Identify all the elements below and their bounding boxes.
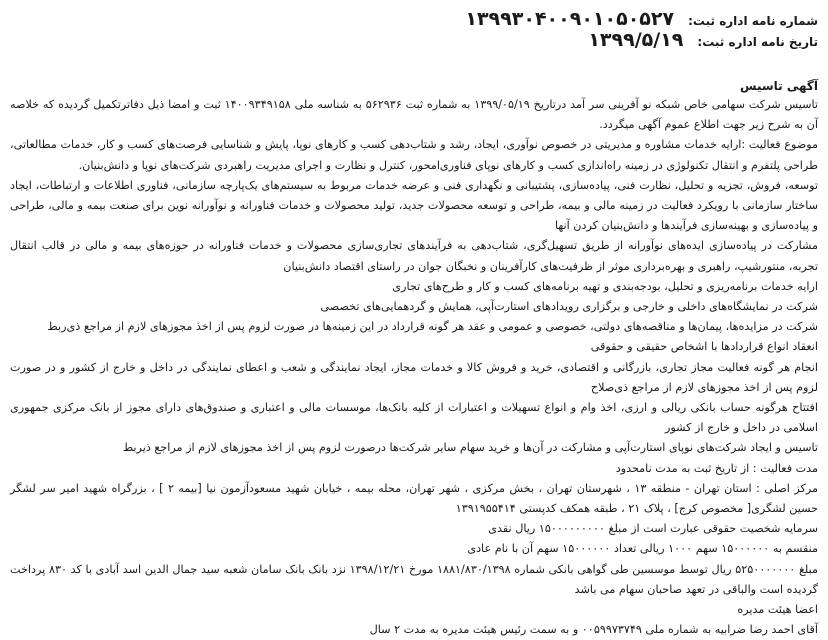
paragraph-subject-participation: مشارکت در پیاده‌سازی ایده‌های نوآورانه از طریق تسهیل‌گری، شتاب‌دهی به فرآیندهای تجاری‌سازی محصولات و خدمات فناورانه در حوزه‌های بیمه و مالی در قالب انتقال تجربه، منتورشیپ، راهبری و بهره‌برداری موثر از ظرفیت‌های کارآفرینان و نخبگان جوان در راستای اقتصاد دانش‌بنیان xyxy=(10,239,818,273)
paragraph-subject-banking: افتتاح هرگونه حساب بانکی ریالی و ارزی، اخذ وام و انواع تسهیلات و اعتبارات از کلیه بانک‌ها، موسسات مالی و اعتباری و صندوق‌های دارای مجوز از بانک مرکزی جمهوری اسلامی در داخل و خارج از کشور xyxy=(10,401,818,435)
paragraph-shares: منقسم به ۱۵۰۰۰۰۰۰ سهم ۱۰۰۰ ریالی تعداد ۱۵۰۰۰۰۰۰ سهم آن با نام عادی xyxy=(467,542,818,556)
paragraph-subject-planning: ارایه خدمات برنامه‌ریزی و تحلیل، بودجه‌بندی و تهیه برنامه‌های کسب و کار و طرح‌های تجاری xyxy=(392,279,818,293)
registration-number-value: ۱۳۹۹۳۰۴۰۰۹۰۱۰۵۰۵۲۷ xyxy=(465,8,675,30)
registration-number-row xyxy=(10,8,818,29)
paragraph-subject-tenders: شرکت در مزایده‌ها، پیمان‌ها و مناقصه‌های دولتی، خصوصی و عمومی و عقد هر گونه قرارداد در این زمینه‌ها در صورت لزوم پس از اخذ مجوزهای لازم از مراجع ذی‌ربط xyxy=(47,320,818,334)
notice-title: آگهی تاسیس xyxy=(739,79,818,93)
paragraph-subject-development: توسعه، فروش، تجزیه و تحلیل، نظارت فنی، پیاده‌سازی، پشتیبانی و نگهداری فنی و عرضه خدمات مربوط به سیستم‌های یک‌پارچه سازمانی، فناوری اطلاعات و ارتباطات، ایجاد ساختار سازمانی با رویکرد فعالیت در زمینه مالی و بیمه، طراحی و توسعه محصولات جدید، تولید محصولات و خدمات فناورانه و نوآورانه نوین برای صنعت بیمه و مالی، طراحی و پیاده‌سازی و بهینه‌سازی فرآیندها و دانش‌بنیان کردن آنها xyxy=(10,178,818,233)
paragraph-establishment: تاسیس شرکت سهامی خاص شبکه نو آفرینی سر آمد درتاریخ ۱۳۹۹/۰۵/۱۹ به شماره ثبت ۵۶۲۹۳۶ به شناسه ملی ۱۴۰۰۹۳۴۹۱۵۸ ثبت و امضا ذیل دفاترتکمیل گردیده که خلاصه آن به شرح زیر جهت اطلاع عموم آگهی میگردد. xyxy=(10,98,818,132)
registration-date-row xyxy=(10,29,818,50)
paragraph-board-heading: اعضا هیئت مدیره xyxy=(737,603,818,617)
registration-date-label: تاریخ نامه اداره ثبت: xyxy=(697,35,818,49)
paragraph-headquarters: مرکز اصلی : استان تهران - منطقه ۱۳ ، شهرستان تهران ، بخش مرکزی ، شهر تهران، محله بیمه ، خیابان شهید مسعودآزمون نیا [بیمه ۲ ] ، بزرگراه شهید امیر سر لشگر حسین لشگری[ مخصوص کرج] ، پلاک ۲۱ ، طبقه همکف کدپستی ۱۳۹۱۹۵۵۴۱۴ xyxy=(10,481,819,516)
paragraph-duration: مدت فعالیت : از تاریخ ثبت به مدت نامحدود xyxy=(615,461,818,475)
paragraph-subject-consulting: موضوع فعالیت :ارایه خدمات مشاوره و مدیریتی در خصوص نوآوری، ایجاد، رشد و شتاب‌دهی کسب و کارهای نوپا، پایش و شناسایی فرصت‌های کسب و کار، خدمات مطالعاتی، طراحی پلتفرم و انتقال تکنولوژی در زمینه راه‌اندازی کسب و کارهای نوپای فناوری‌امحور، کنترل و نظارت و اجرای مدیریت راهبردی شرکت‌های نوپا و دانش‌بنیان. xyxy=(10,138,818,172)
paragraph-subject-contracts: انعقاد انواع قراردادها با اشخاص حقیقی و حقوقی xyxy=(590,340,818,354)
paragraph-capital: سرمایه شخصیت حقوقی عبارت است از مبلغ ۱۵۰۰۰۰۰۰۰۰۰ ریال نقدی xyxy=(488,522,818,536)
registration-date-value: ۱۳۹۹/۵/۱۹ xyxy=(588,29,684,51)
paragraph-subject-exhibitions: شرکت در نمایشگاه‌های داخلی و خارجی و برگزاری رویدادهای استارت‌آپی، همایش و گردهمایی‌های تخصصی xyxy=(320,300,818,314)
paragraph-board-member: آقای احمد رضا ضرابیه به شماره ملی ۰۰۵۹۹۷۳۷۴۹ و به سمت رئیس هیئت مدیره به مدت ۲ سال xyxy=(369,623,818,637)
paragraph-payment: مبلغ ۵۲۵۰۰۰۰۰۰۰ ریال توسط موسسین طی گواهی بانکی شماره ۱۸۸۱/۸۳۰/۱۳۹۸ مورخ ۱۳۹۸/۱۲/۲۱ نزد بانک بانک سامان شعبه سید جمال الدین اسد آبادی با کد ۸۳۰ پرداخت گردیده است والباقی در تعهد صاحبان سهام می باشد xyxy=(10,562,818,596)
registration-number-label: شماره نامه اداره ثبت: xyxy=(688,14,818,28)
notice-body xyxy=(10,95,818,640)
paragraph-subject-trade: انجام هر گونه فعالیت مجاز تجاری، بازرگانی و اقتصادی، خرید و فروش کالا و خدمات مجاز، ایجاد نمایندگی و شعب و اعطای نمایندگی در داخل و خارج از کشور و در صورت لزوم پس از اخذ مجوزهای لازم از مراجع ذی‌صلاح xyxy=(10,360,818,394)
paragraph-subject-startups: تاسیس و ایجاد شرکت‌های نوپای استارت‌آپی و مشارکت در آن‌ها و خرید سهام سایر شرکت‌ها درصورت لزوم پس از اخذ مجوزهای لازم از مراجع ذیربط xyxy=(122,441,818,455)
